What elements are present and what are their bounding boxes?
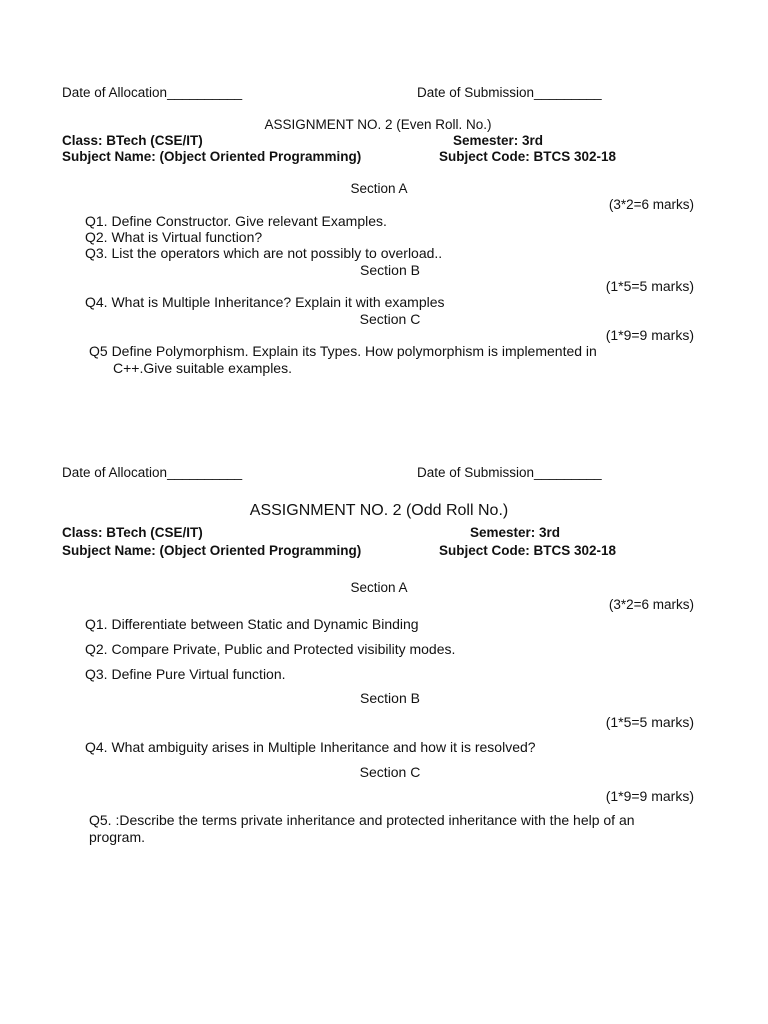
question-5-line-2: C++.Give suitable examples. — [113, 360, 292, 376]
class-label: Class: BTech (CSE/IT) — [62, 133, 203, 148]
question-4: Q4. What is Multiple Inheritance? Explain it with examples — [85, 294, 445, 310]
section-b-marks: (1*5=5 marks) — [605, 714, 694, 730]
question-2: Q2. What is Virtual function? — [85, 229, 263, 245]
question-3: Q3. Define Pure Virtual function. — [85, 666, 286, 682]
section-b-marks: (1*5=5 marks) — [605, 278, 694, 294]
question-3: Q3. List the operators which are not possibly to overload.. — [85, 245, 443, 261]
question-2: Q2. Compare Private, Public and Protected visibility modes. — [85, 641, 456, 657]
class-label: Class: BTech (CSE/IT) — [62, 525, 203, 540]
question-4: Q4. What ambiguity arises in Multiple Inheritance and how it is resolved? — [85, 739, 536, 755]
assignment-title: ASSIGNMENT NO. 2 (Odd Roll No.) — [249, 502, 509, 519]
date-of-allocation: Date of Allocation__________ — [62, 465, 243, 480]
question-1: Q1. Define Constructor. Give relevant Examples. — [85, 213, 387, 229]
question-5-line-2: program. — [89, 829, 146, 845]
subject-code: Subject Code: BTCS 302-18 — [439, 149, 617, 164]
assignment-title: ASSIGNMENT NO. 2 (Even Roll. No.) — [264, 117, 492, 132]
date-of-submission: Date of Submission_________ — [417, 465, 602, 480]
section-a-marks: (3*2=6 marks) — [608, 597, 694, 612]
semester-label: Semester: 3rd — [470, 525, 561, 540]
semester-label: Semester: 3rd — [453, 133, 544, 148]
section-c-heading: Section C — [359, 311, 421, 327]
subject-name: Subject Name: (Object Oriented Programming) — [62, 543, 362, 558]
question-1: Q1. Differentiate between Static and Dynamic Binding — [85, 616, 419, 632]
section-b-heading: Section B — [360, 690, 420, 706]
section-a-heading: Section A — [350, 580, 408, 595]
subject-name: Subject Name: (Object Oriented Programming) — [62, 149, 362, 164]
date-of-submission: Date of Submission_________ — [417, 85, 602, 100]
section-c-heading: Section C — [359, 764, 421, 780]
subject-code: Subject Code: BTCS 302-18 — [439, 543, 617, 558]
section-a-heading: Section A — [350, 181, 408, 196]
date-of-allocation: Date of Allocation__________ — [62, 85, 243, 100]
section-c-marks: (1*9=9 marks) — [605, 327, 694, 343]
section-b-heading: Section B — [360, 262, 420, 278]
section-a-marks: (3*2=6 marks) — [608, 197, 694, 212]
question-5-line-1: Q5 Define Polymorphism. Explain its Types. How polymorphism is implemented in — [89, 343, 597, 359]
section-c-marks: (1*9=9 marks) — [605, 788, 694, 804]
question-5-line-1: Q5. :Describe the terms private inheritance and protected inheritance with the help of an — [89, 812, 635, 828]
